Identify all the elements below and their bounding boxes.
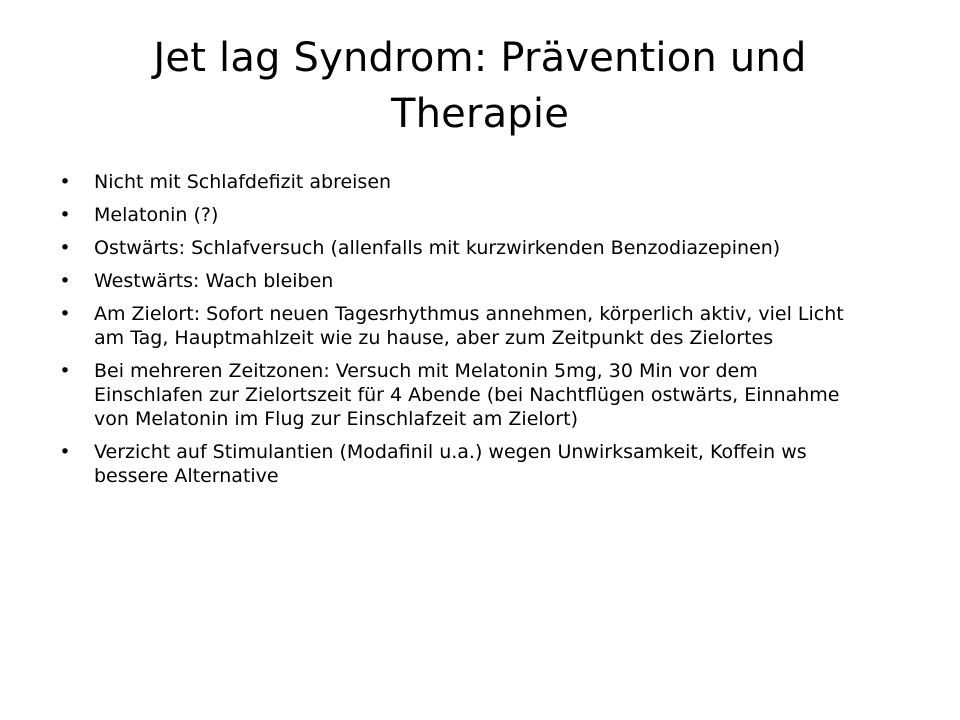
bullet-text: Bei mehreren Zeitzonen: Versuch mit Melatonin 5mg, 30 Min vor dem Einschlafen zur Zielortszeit für 4 Abende (bei Nachtflügen ostwärts, Einnahme von Melatonin im Flug zur Einschlafzeit am Zielort) bbox=[94, 360, 840, 430]
bullet-text: Am Zielort: Sofort neuen Tagesrhythmus annehmen, körperlich aktiv, viel Licht am Tag, Hauptmahlzeit wie zu hause, aber zum Zeitpunkt des Zielortes bbox=[94, 303, 844, 349]
bullet-item bbox=[58, 440, 868, 488]
bullet-text: Verzicht auf Stimulantien (Modafinil u.a.) wegen Unwirksamkeit, Koffein ws bessere Alternative bbox=[94, 441, 807, 487]
bullet-icon: • bbox=[59, 303, 71, 325]
bullet-item bbox=[58, 359, 868, 431]
bullet-icon: • bbox=[59, 204, 71, 226]
bullet-icon: • bbox=[59, 270, 71, 292]
bullet-icon: • bbox=[59, 441, 71, 463]
bullet-text: Ostwärts: Schlafversuch (allenfalls mit kurzwirkenden Benzodiazepinen) bbox=[94, 237, 781, 259]
bullet-item bbox=[58, 302, 868, 350]
bullet-item bbox=[58, 170, 868, 194]
bullet-item bbox=[58, 236, 868, 260]
bullet-item bbox=[58, 269, 868, 293]
bullet-icon: • bbox=[59, 360, 71, 382]
bullet-text: Nicht mit Schlafdefizit abreisen bbox=[94, 171, 392, 193]
slide-title: Jet lag Syndrom: Prävention und Therapie bbox=[153, 35, 807, 137]
bullet-item bbox=[58, 203, 868, 227]
bullet-icon: • bbox=[59, 237, 71, 259]
bullet-list bbox=[58, 170, 868, 497]
bullet-text: Melatonin (?) bbox=[94, 204, 219, 226]
bullet-text: Westwärts: Wach bleiben bbox=[94, 270, 334, 292]
bullet-icon: • bbox=[59, 171, 71, 193]
